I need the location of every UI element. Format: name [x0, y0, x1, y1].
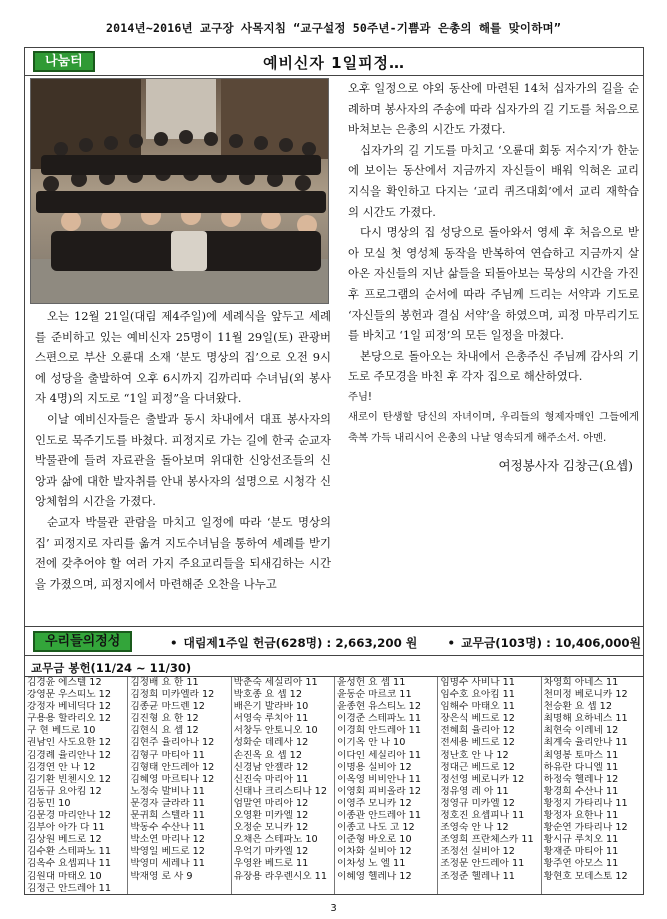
roster-entry: 엄말연 마리아 12: [233, 797, 309, 809]
roster-entry: 김문경 마리안나 12: [27, 810, 111, 822]
article-continued-text: 오후 일정으로 야외 동산에 마련된 14처 십자가의 길을 순례하며 봉사자의 주송에 따라 십자가의 길 기도를 처음으로 바쳐보는 은총의 시간도 가졌다.: [348, 81, 639, 137]
roster-entry: 김종균 마드렌 12: [130, 701, 205, 713]
roster-entry: 이옥영 비비안나 11: [337, 773, 421, 785]
roster-entry: 오채은 스테파노 10: [233, 834, 318, 846]
roster-entry: 김경윤 에스텔 12: [27, 677, 102, 688]
roster-entry: 김정희 미카엘라 12: [130, 689, 215, 701]
roster-entry: 정유영 레 아 11: [440, 785, 509, 797]
roster-entry: 이차성 노 엘 11: [337, 858, 406, 870]
roster-entry: 김혜영 마르티나 12: [130, 773, 215, 785]
roster-entry: 이영주 모니카 12: [337, 797, 412, 809]
dues-heading: 교무금 봉헌(11/24 ~ 11/30): [31, 661, 192, 675]
roster-entry: 강정자 베네딕다 12: [27, 701, 111, 713]
roster-entry: 정영규 미카엘 12: [440, 797, 515, 809]
section-tag: 나눔터: [33, 51, 95, 72]
roster-entry: 천미정 베로니카 12: [543, 689, 628, 701]
roster-entry: 이준형 바오로 10: [337, 834, 412, 846]
roster-entry: 하유란 다니엘 11: [543, 761, 619, 773]
roster-entry: 박춘숙 세실리아 11: [233, 677, 318, 688]
roster-entry: 황경희 수산나 11: [543, 785, 619, 797]
roster-entry: 김부아 아가 다 11: [27, 822, 105, 834]
roster-entry: 정호진 요셉피나 11: [440, 810, 525, 822]
roster-entry: 구용용 할라리오 12: [27, 713, 111, 725]
roster-entry: 박영일 베드로 12: [130, 846, 205, 858]
roster-entry: 이종관 안드레아 11: [337, 810, 421, 822]
offerings-bar: [25, 626, 643, 656]
roster-entry: 이혜영 헬레나 12: [337, 870, 412, 882]
roster-entry: 김기환 빈첸시오 12: [27, 773, 111, 785]
roster-entry: 황시규 루치오 11: [543, 834, 619, 846]
roster-entry: 문경자 글라라 11: [130, 797, 205, 809]
roster-entry: 하정숙 헬레나 12: [543, 773, 619, 785]
roster-entry: 최명해 요하네스 11: [543, 713, 628, 725]
article-paragraph: 본당으로 돌아오는 차내에서 은총주신 주님께 감사의 기도로 주모경을 바친 후 각자 집으로 해산하였다.: [348, 348, 639, 384]
article-title: 예비신자 1일피정…: [262, 54, 406, 72]
roster-entry: 구 현 베드로 10: [27, 725, 96, 737]
roster-entry: 천승환 요 셉 12: [543, 701, 613, 713]
roster-entry: 우영완 베드로 11: [233, 858, 309, 870]
roster-entry: 이영회 피비올라 12: [337, 785, 421, 797]
roster-entry: 신경남 안젤라 12: [233, 761, 309, 773]
article-paragraph: 다시 명상의 집 성당으로 돌아와서 영세 후 처음으로 받아 모실 첫 영성체 동작을 반복하여 연습하고 지금까지 살아온 자신들의 지난 삶들을 되돌아보는 묵상의 시간을 가진 후 프로그램의 순서에 따라 주님께 드리는 서약과 기도로 ‘자신들의 봉헌과 결심 서약’을 하였으며, 피정 마무리기도를 바치고 ‘1일 피정’의 모든 일정을 마쳤다.: [348, 225, 639, 343]
roster-entry: 윤종현 유스티노 12: [337, 701, 421, 713]
article-paragraph: 순교자 박물관 관람을 마치고 일정에 따라 ‘분도 명상의 집’ 피정지로 자리를 옮겨 지도수녀님을 통하여 세례를 받기 전에 갖추어야 할 여러 가지 주요교리들을 되새김하는 시간을 가졌으며, 피정지에서 마련해준 오찬을 나누고: [35, 514, 331, 591]
roster-column: [232, 677, 335, 894]
roster-column: [542, 677, 645, 894]
roster-entry: 오정순 모니카 12: [233, 822, 309, 834]
roster-entry: 김동규 요아킴 12: [27, 785, 102, 797]
roster-entry: 강영문 우스띠노 12: [27, 689, 111, 701]
roster-entry: 전세용 베드로 12: [440, 737, 515, 749]
roster-entry: 박호종 요 셉 12: [233, 689, 303, 701]
roster-entry: 김경례 율리안나 12: [27, 749, 111, 761]
roster-entry: 우억기 마카엘 12: [233, 846, 309, 858]
roster-entry: 조영숙 안 나 12: [440, 822, 509, 834]
roster-entry: 김형태 안드레아 12: [130, 761, 215, 773]
prayer-text: 새로이 탄생할 당신의 자녀이며, 우리들의 형제자매인 그들에게 축복 가득 내리시어 은총의 나날 영속되게 해주소서. 아멘.: [348, 411, 639, 444]
dues-total: 교무금(103명) : 10,406,000원: [461, 636, 642, 650]
roster-entry: 김수환 스테파노 11: [27, 846, 111, 858]
header-title: 2014년~2016년 교구장 사목지침 “교구설정 50주년-기쁨과 은총의 해를 맞이하며”: [106, 21, 561, 35]
offerings-summary: [170, 634, 641, 651]
roster-entry: 황재준 마티아 11: [543, 846, 619, 858]
roster-entry: 최현숙 이레네 12: [543, 725, 619, 737]
roster-entry: 김옥수 요셉피나 11: [27, 858, 111, 870]
roster-entry: 임해수 마태오 11: [440, 701, 515, 713]
bullet-icon: •: [447, 636, 456, 650]
group-photo: [30, 78, 329, 304]
roster-column: [335, 677, 438, 894]
roster-entry: 박재영 로 사 9: [130, 870, 193, 882]
roster-entry: 이차화 실비아 12: [337, 846, 412, 858]
roster-entry: 신태나 크리스티나 12: [233, 785, 328, 797]
prayer-label: 주님!: [348, 390, 373, 403]
roster-entry: 김정근 안드레아 11: [27, 882, 111, 894]
roster-entry: 김형구 마티아 11: [130, 749, 205, 761]
roster-column: [25, 677, 128, 894]
roster-entry: 윤동순 마르코 11: [337, 689, 412, 701]
roster-entry: 정난호 안 나 12: [440, 749, 509, 761]
roster-entry: 조영희 프란체스카 11: [440, 834, 534, 846]
roster-entry: 황정자 요한나 11: [543, 810, 619, 822]
offerings-tag: 우리들의정성: [33, 631, 132, 652]
roster-entry: 윤성헌 요 셉 11: [337, 677, 406, 688]
roster-entry: 김상원 베드로 12: [27, 834, 102, 846]
roster-entry: 김현주 율리아나 12: [130, 737, 215, 749]
article-paragraph: 오는 12월 21일(대림 제4주일)에 세례식을 앞두고 세례를 준비하고 있는 예비신자 25명이 11월 29일(토) 관광버스편으로 부산 오륜대 소재 ‘분도 명상의 집’으로 오전 9시에 성당을 출발하여 오후 6시까지 김까리따 수녀님(외 봉사자 4명)의 지도로 “1일 피정”을 다녀왔다.: [35, 309, 331, 406]
roster-entry: 박영미 세레나 11: [130, 858, 205, 870]
sunday-offering: 대림제1주일 헌금(628명) : 2,663,200 원: [183, 636, 418, 650]
roster-entry: 김진형 요 한 12: [130, 713, 199, 725]
roster-entry: 조정선 실비아 12: [440, 846, 515, 858]
roster-entry: 전혜희 율리아 12: [440, 725, 515, 737]
page-frame: [24, 47, 644, 895]
roster-entry: 서창두 안토니오 10: [233, 725, 318, 737]
section-bar: [25, 48, 643, 76]
roster-entry: 노정숙 발비나 11: [130, 785, 205, 797]
roster-entry: 이명용 실비아 12: [337, 761, 412, 773]
article-left-column: [35, 306, 331, 594]
roster-entry: 김현식 요 셉 12: [130, 725, 199, 737]
roster-column: [128, 677, 231, 894]
article-paragraph: 이날 예비신자들은 출발과 동시 차내에서 대표 봉사자의 인도로 묵주기도를 바쳤다. 피정지로 가는 길에 한국 순교자 박물관에 들려 자료관을 돌아보며 위대한 신앙선조들의 신앙과 삶에 대한 발자취를 안내 봉사자의 설명으로 시청각 신앙체험의 시간을 가졌다.: [35, 411, 331, 509]
roster-entry: 조정문 안드레아 11: [440, 858, 525, 870]
roster-entry: 김정배 요 한 11: [130, 677, 199, 688]
roster-entry: 황주연 아모스 11: [543, 858, 619, 870]
roster-entry: 정선영 베로니카 12: [440, 773, 525, 785]
roster-entry: 차영희 아네스 11: [543, 677, 619, 688]
roster-entry: 이다인 세실리아 11: [337, 749, 421, 761]
page-number: 3: [330, 903, 337, 914]
roster-entry: 유장용 라우렌시오 11: [233, 870, 328, 882]
roster-entry: 장은식 베드로 12: [440, 713, 515, 725]
roster-entry: 배은기 발라바 10: [233, 701, 309, 713]
roster-entry: 황순연 가타리나 12: [543, 822, 628, 834]
roster-entry: 신진숙 마리아 11: [233, 773, 309, 785]
roster-entry: 임수호 요아킴 11: [440, 689, 515, 701]
roster-entry: 임명수 사비나 11: [440, 677, 515, 688]
bullet-icon: •: [170, 636, 178, 650]
roster-entry: 이종고 나도 고 12: [337, 822, 415, 834]
roster-entry: 이경희 안드레아 11: [337, 725, 421, 737]
roster-entry: 조정준 헬레나 11: [440, 870, 515, 882]
roster-entry: 황현호 모데스토 12: [543, 870, 628, 882]
roster-entry: 성화순 데레사 12: [233, 737, 309, 749]
roster-entry: 최영봉 토마스 11: [543, 749, 619, 761]
roster-entry: 문귀희 스텔라 11: [130, 810, 205, 822]
roster-entry: 정대근 베드로 12: [440, 761, 515, 773]
roster-entry: 최계숙 율리안나 11: [543, 737, 628, 749]
roster-entry: 황정지 가타리나 11: [543, 797, 628, 809]
article-signature: 여정봉사자 김창근(요셉): [498, 458, 633, 474]
roster-entry: 오영환 미카엘 12: [233, 810, 309, 822]
roster-entry: 박소연 마리나 12: [130, 834, 205, 846]
roster-entry: 권남인 사도요한 12: [27, 737, 111, 749]
roster-entry: 손진옥 요 셉 12: [233, 749, 303, 761]
roster-entry: 김원대 마태오 10: [27, 870, 102, 882]
roster-entry: 김동민 10: [27, 797, 71, 809]
roster-entry: 김경연 안 나 12: [27, 761, 96, 773]
article-right-column: [348, 78, 639, 477]
roster-entry: 이기옥 안 나 10: [337, 737, 406, 749]
dues-roster: [25, 676, 643, 894]
roster-entry: 이경준 스테파노 11: [337, 713, 421, 725]
article-paragraph: 십자가의 길 기도를 마치고 ‘오륜대 회동 저수지’가 한눈에 보이는 동산에서 지금까지 자신들이 배워 익혀온 교리 지식을 확인하고 다지는 ‘교리 퀴즈대회’에서 교리 재학습의 시간도 가졌다.: [348, 142, 639, 219]
roster-column: [438, 677, 541, 894]
roster-entry: 서영숙 루치아 11: [233, 713, 309, 725]
roster-entry: 박동수 수산나 11: [130, 822, 205, 834]
